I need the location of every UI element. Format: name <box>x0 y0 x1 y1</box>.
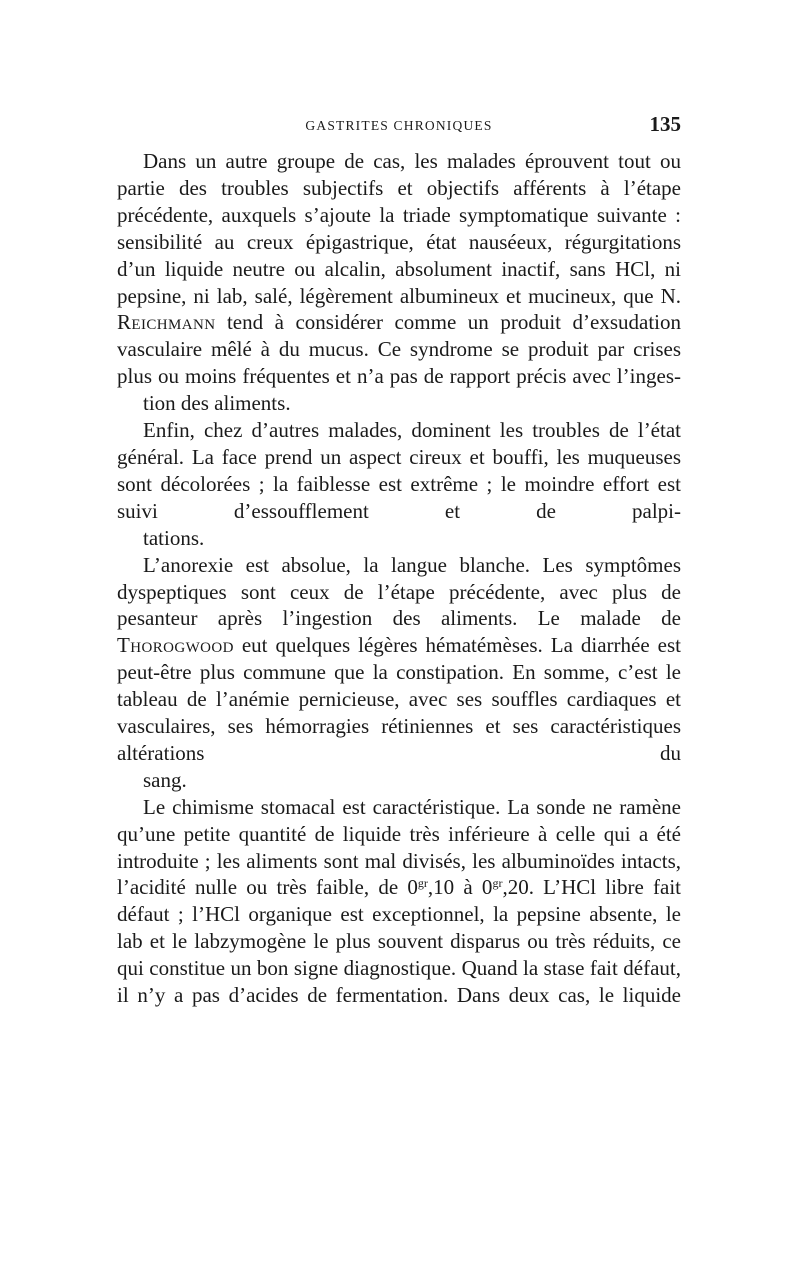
body-text <box>117 148 681 1009</box>
paragraph-1 <box>117 148 681 417</box>
document-page <box>117 112 681 1009</box>
page-number: 135 <box>649 112 681 136</box>
unit-gram-superscript-2: gr <box>492 876 503 891</box>
paragraph-3-last-line: sang. <box>143 767 187 792</box>
paragraph-3 <box>117 552 681 794</box>
paragraph-2-last-line: tations. <box>143 525 205 550</box>
paragraph-3-text: L’anorexie est absolue, la langue blanche. Les symptômes dyspeptiques sont ceux de l’étape précédente, avec plus de pesanteur après l’ingestion des aliments. Le malade de <box>117 552 681 631</box>
paragraph-2 <box>117 417 681 552</box>
running-head <box>117 112 681 142</box>
paragraph-1-text-continued: tend à considérer comme un produit d’exsudation vasculaire mêlé à du mucus. Ce syndrome se produit par crises plus ou moins fréquentes et n’a pas de rapport précis avec l’inges- <box>117 310 681 389</box>
author-name-thorogwood: Thorogwood <box>117 633 234 658</box>
paragraph-4-text: Le chimisme stomacal est caractéristique. La sonde ne ramène qu’une petite quantité de liquide très inférieure à celle qui a été introduite ; les aliments sont mal divisés, les albuminoïdes intacts, l’acidité nulle ou très faible, de 0 <box>117 794 681 900</box>
paragraph-1-last-line: tion des aliments. <box>143 391 291 416</box>
paragraph-1-text: Dans un autre groupe de cas, les malades éprouvent tout ou partie des troubles subjectifs et objectifs afférents à l’étape précédente, auxquels s’ajoute la triade symptomatique suivante : sensibilité au creux épigastrique, état nauséeux, régurgitations d’un liquide neutre ou alcalin, absolument inactif, sans HCl, ni pepsine, ni lab, salé, légèrement albumineux et mucineux, que N. <box>117 149 681 308</box>
paragraph-3-text-continued: eut quelques légères hématémèses. La diarrhée est peut-être plus commune que la constipation. En somme, c’est le tableau de l’anémie pernicieuse, avec ses souffles cardiaques et vasculaires, ses hémorragies rétiniennes et ses caractéristiques altérations du <box>117 633 681 765</box>
paragraph-2-text: Enfin, chez d’autres malades, dominent les troubles de l’état général. La face prend un aspect cireux et bouffi, les muqueuses sont décolorées ; la faiblesse est extrême ; le moindre effort est suivi d’essoufflement et de palpi- <box>117 418 681 523</box>
running-title: GASTRITES CHRONIQUES <box>305 118 493 133</box>
paragraph-4-text-continued: ,20. L’HCl libre fait défaut ; l’HCl organique est exceptionnel, la pepsine absente, le lab et le labzymogène le plus souvent disparus ou très réduits, ce qui constitue un bon signe diagnostique. Quand la stase fait défaut, il n’y a pas d’acides de fermentation. Dans deux cas, le liquide <box>117 875 682 1008</box>
paragraph-4 <box>117 794 681 1009</box>
unit-gram-superscript: gr <box>417 876 428 891</box>
author-name-reichmann: Reichmann <box>117 310 216 335</box>
paragraph-4-value-a: ,10 à 0 <box>427 875 493 900</box>
